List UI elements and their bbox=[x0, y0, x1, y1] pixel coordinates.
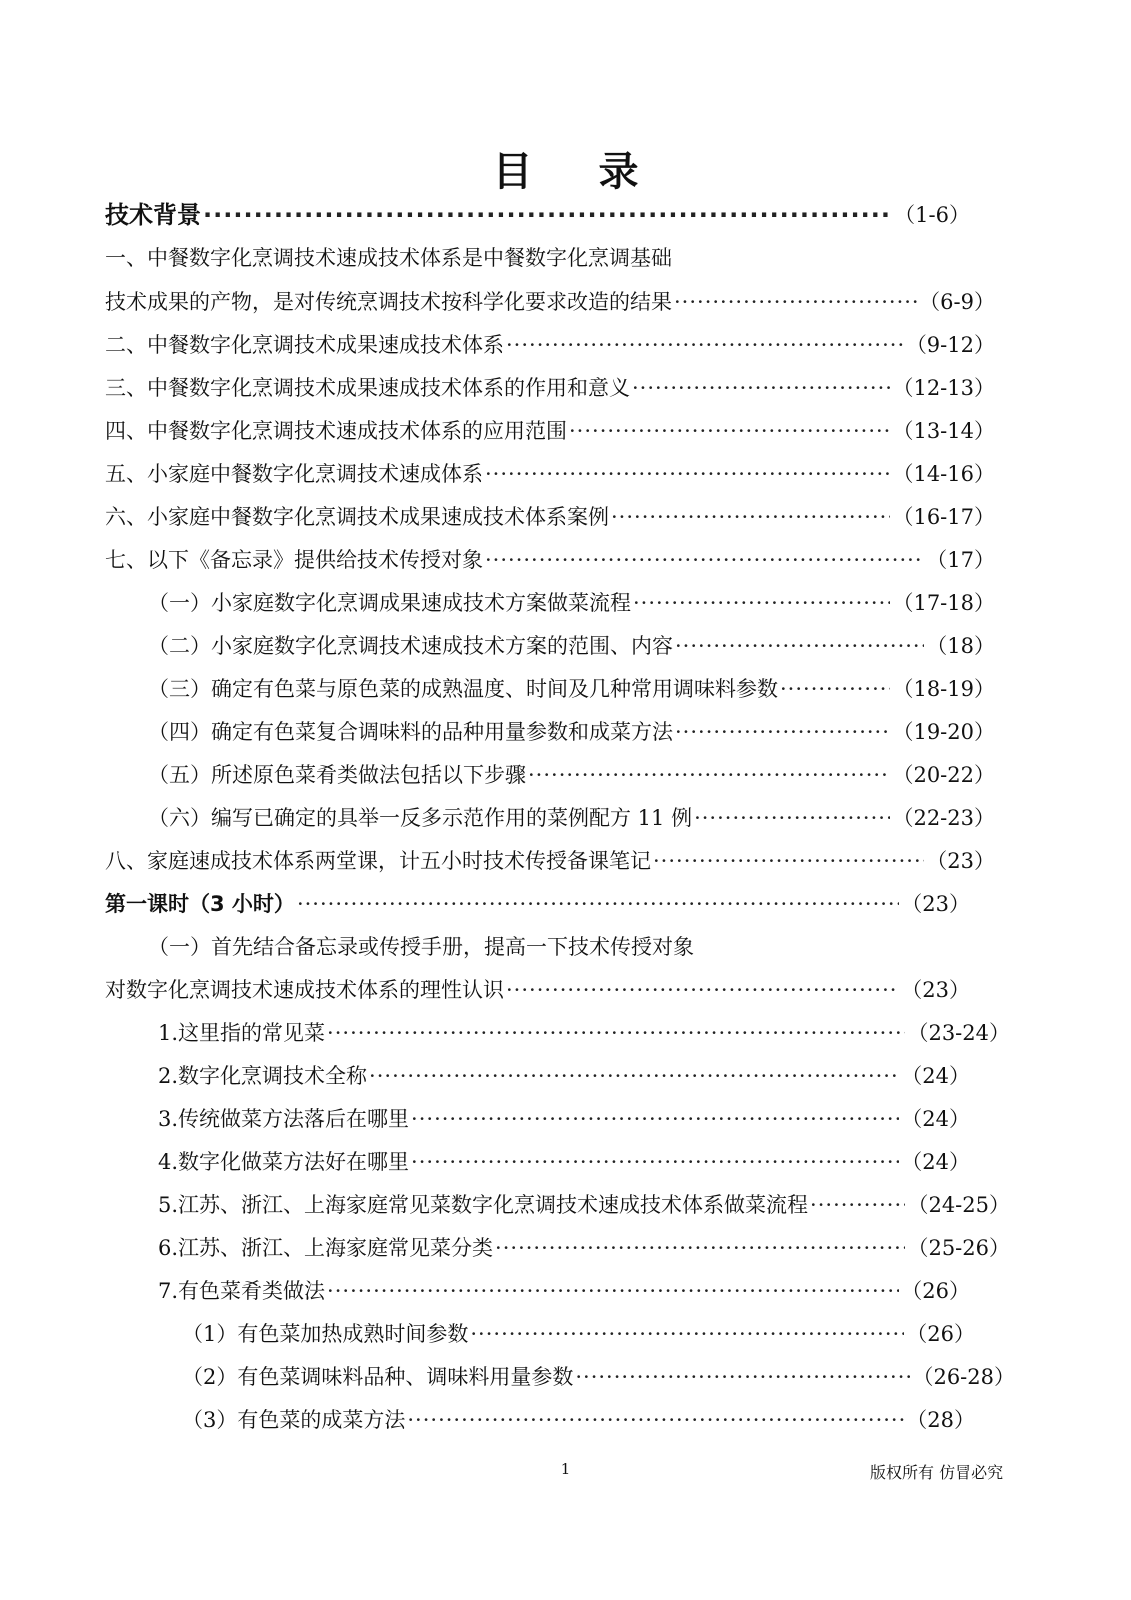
toc-leader-dots bbox=[485, 459, 890, 489]
toc-leader-dots bbox=[203, 200, 892, 230]
page-number: 1 bbox=[560, 1460, 571, 1478]
toc-entry-title: 七、以下《备忘录》提供给技术传授对象 bbox=[105, 548, 483, 572]
toc-entry-page: （26） bbox=[901, 1279, 970, 1303]
toc-leader-dots bbox=[632, 373, 890, 403]
toc-entry-page: （22-23） bbox=[892, 806, 995, 830]
toc-entry-page: （18-19） bbox=[892, 677, 995, 701]
toc-entry[interactable] bbox=[105, 846, 995, 876]
toc-entry[interactable] bbox=[105, 330, 995, 360]
toc-entry-page: （1-6） bbox=[894, 203, 970, 227]
toc-entry-page: （28） bbox=[906, 1408, 975, 1432]
toc-entry-title: 5.江苏、浙江、上海家庭常见菜数字化烹调技术速成技术体系做菜流程 bbox=[158, 1193, 809, 1217]
toc-entry-page: （6-9） bbox=[919, 290, 995, 314]
copyright-notice: 版权所有 仿冒必究 bbox=[870, 1463, 1004, 1482]
toc-entry[interactable] bbox=[182, 1405, 975, 1435]
toc-entry-title: （六）编写已确定的具举一反多示范作用的菜例配方 11 例 bbox=[148, 806, 693, 830]
toc-entry[interactable] bbox=[148, 674, 995, 704]
toc-entry-title: （2）有色菜调味料品种、调味料用量参数 bbox=[182, 1365, 574, 1389]
toc-leader-dots bbox=[675, 717, 890, 747]
toc-entry[interactable] bbox=[182, 1319, 975, 1349]
toc-leader-dots bbox=[675, 631, 924, 661]
toc-entry-page: （26） bbox=[906, 1322, 975, 1346]
toc-entry-title: （三）确定有色菜与原色菜的成熟温度、时间及几种常用调味料参数 bbox=[148, 677, 778, 701]
toc-leader-dots bbox=[575, 1362, 910, 1392]
toc-entry-page: （9-12） bbox=[905, 333, 995, 357]
toc-entry-page: （24） bbox=[901, 1064, 970, 1088]
toc-leader-dots bbox=[411, 1147, 899, 1177]
toc-entry-title: （3）有色菜的成菜方法 bbox=[182, 1408, 406, 1432]
toc-entry-page: （17） bbox=[926, 548, 995, 572]
toc-leader-dots bbox=[506, 330, 904, 360]
toc-entry[interactable] bbox=[158, 1061, 970, 1091]
toc-entry-title: 6.江苏、浙江、上海家庭常见菜分类 bbox=[158, 1236, 494, 1260]
page-title: 目 录 bbox=[492, 149, 665, 195]
toc-entry-title: 第一课时（3 小时） bbox=[105, 892, 295, 916]
toc-entry[interactable] bbox=[105, 459, 995, 489]
toc-entry-page: （24） bbox=[901, 1107, 970, 1131]
toc-entry[interactable] bbox=[158, 1233, 1010, 1263]
toc-entry[interactable] bbox=[148, 588, 995, 618]
toc-leader-dots bbox=[369, 1061, 899, 1091]
toc-entry-title: 三、中餐数字化烹调技术成果速成技术体系的作用和意义 bbox=[105, 376, 630, 400]
toc-entry[interactable] bbox=[105, 373, 995, 403]
toc-entry-page: （19-20） bbox=[892, 720, 995, 744]
toc-entry-title: （五）所述原色菜肴类做法包括以下步骤 bbox=[148, 763, 526, 787]
toc-entry-page: （16-17） bbox=[892, 505, 995, 529]
toc-entry[interactable] bbox=[105, 889, 970, 919]
toc-leader-dots bbox=[528, 760, 890, 790]
toc-entry-title: 技术背景 bbox=[105, 201, 201, 229]
toc-leader-dots bbox=[810, 1190, 905, 1220]
toc-leader-dots bbox=[674, 287, 917, 317]
toc-leader-dots bbox=[411, 1104, 899, 1134]
toc-entry-title: （二）小家庭数字化烹调技术速成技术方案的范围、内容 bbox=[148, 634, 673, 658]
toc-entry[interactable] bbox=[158, 1276, 970, 1306]
toc-entry-title: 4.数字化做菜方法好在哪里 bbox=[158, 1150, 410, 1174]
toc-entry-page: （23-24） bbox=[907, 1021, 1010, 1045]
toc-entry-title: 2.数字化烹调技术全称 bbox=[158, 1064, 368, 1088]
toc-entry[interactable] bbox=[158, 1104, 970, 1134]
toc-leader-dots bbox=[470, 1319, 904, 1349]
toc-entry[interactable] bbox=[148, 631, 995, 661]
toc-entry-title: 一、中餐数字化烹调技术速成技术体系是中餐数字化烹调基础 bbox=[105, 246, 672, 270]
toc-entry-title: 对数字化烹调技术速成技术体系的理性认识 bbox=[105, 978, 504, 1002]
toc-entry-title: 3.传统做菜方法落后在哪里 bbox=[158, 1107, 410, 1131]
toc-leader-dots bbox=[327, 1276, 899, 1306]
toc-leader-dots bbox=[633, 588, 890, 618]
toc-entry-title: （一）首先结合备忘录或传授手册，提高一下技术传授对象 bbox=[148, 935, 694, 959]
toc-entry[interactable] bbox=[158, 1190, 1010, 1220]
toc-entry-title: 二、中餐数字化烹调技术成果速成技术体系 bbox=[105, 333, 504, 357]
toc-entry-page: （24-25） bbox=[907, 1193, 1010, 1217]
toc-entry[interactable] bbox=[148, 932, 970, 962]
toc-leader-dots bbox=[780, 674, 890, 704]
toc-leader-dots bbox=[297, 889, 899, 919]
toc-entry-title: 7.有色菜肴类做法 bbox=[158, 1279, 326, 1303]
toc-leader-dots bbox=[327, 1018, 905, 1048]
toc-entry-page: （13-14） bbox=[892, 419, 995, 443]
toc-entry-page: （23） bbox=[901, 978, 970, 1002]
toc-leader-dots bbox=[569, 416, 890, 446]
toc-entry[interactable] bbox=[148, 717, 995, 747]
toc-entry[interactable] bbox=[148, 803, 995, 833]
toc-entry[interactable] bbox=[105, 243, 970, 273]
toc-leader-dots bbox=[611, 502, 890, 532]
toc-entry-title: 四、中餐数字化烹调技术速成技术体系的应用范围 bbox=[105, 419, 567, 443]
toc-entry[interactable] bbox=[105, 200, 970, 230]
toc-entry-page: （23） bbox=[926, 849, 995, 873]
toc-leader-dots bbox=[485, 545, 924, 575]
toc-entry[interactable] bbox=[105, 287, 995, 317]
toc-entry-title: （1）有色菜加热成熟时间参数 bbox=[182, 1322, 469, 1346]
toc-leader-dots bbox=[407, 1405, 904, 1435]
toc-entry-page: （17-18） bbox=[892, 591, 995, 615]
toc-entry-page: （14-16） bbox=[892, 462, 995, 486]
toc-leader-dots bbox=[653, 846, 924, 876]
toc-entry[interactable] bbox=[105, 975, 970, 1005]
toc-entry-title: 八、家庭速成技术体系两堂课，计五小时技术传授备课笔记 bbox=[105, 849, 651, 873]
toc-entry[interactable] bbox=[105, 502, 995, 532]
toc-entry[interactable] bbox=[105, 416, 995, 446]
toc-entry-title: 技术成果的产物，是对传统烹调技术按科学化要求改造的结果 bbox=[105, 290, 672, 314]
toc-leader-dots bbox=[694, 803, 890, 833]
toc-entry-title: 五、小家庭中餐数字化烹调技术速成体系 bbox=[105, 462, 483, 486]
toc-entry-page: （12-13） bbox=[892, 376, 995, 400]
toc-entry[interactable] bbox=[105, 545, 995, 575]
toc-leader-dots bbox=[495, 1233, 905, 1263]
toc-entry-page: （26-28） bbox=[912, 1365, 1015, 1389]
toc-entry-page: （23） bbox=[901, 892, 970, 916]
toc-entry[interactable] bbox=[158, 1147, 970, 1177]
toc-entry[interactable] bbox=[182, 1362, 1015, 1392]
toc-entry-title: 六、小家庭中餐数字化烹调技术成果速成技术体系案例 bbox=[105, 505, 609, 529]
toc-entry[interactable] bbox=[148, 760, 995, 790]
toc-entry-page: （24） bbox=[901, 1150, 970, 1174]
toc-entry-page: （25-26） bbox=[907, 1236, 1010, 1260]
toc-entry-title: （一）小家庭数字化烹调成果速成技术方案做菜流程 bbox=[148, 591, 631, 615]
toc-entry-title: 1.这里指的常见菜 bbox=[158, 1021, 326, 1045]
toc-leader-dots bbox=[506, 975, 899, 1005]
toc-entry-page: （20-22） bbox=[892, 763, 995, 787]
toc-entry-page: （18） bbox=[926, 634, 995, 658]
toc-entry[interactable] bbox=[158, 1018, 1010, 1048]
toc-entry-title: （四）确定有色菜复合调味料的品种用量参数和成菜方法 bbox=[148, 720, 673, 744]
